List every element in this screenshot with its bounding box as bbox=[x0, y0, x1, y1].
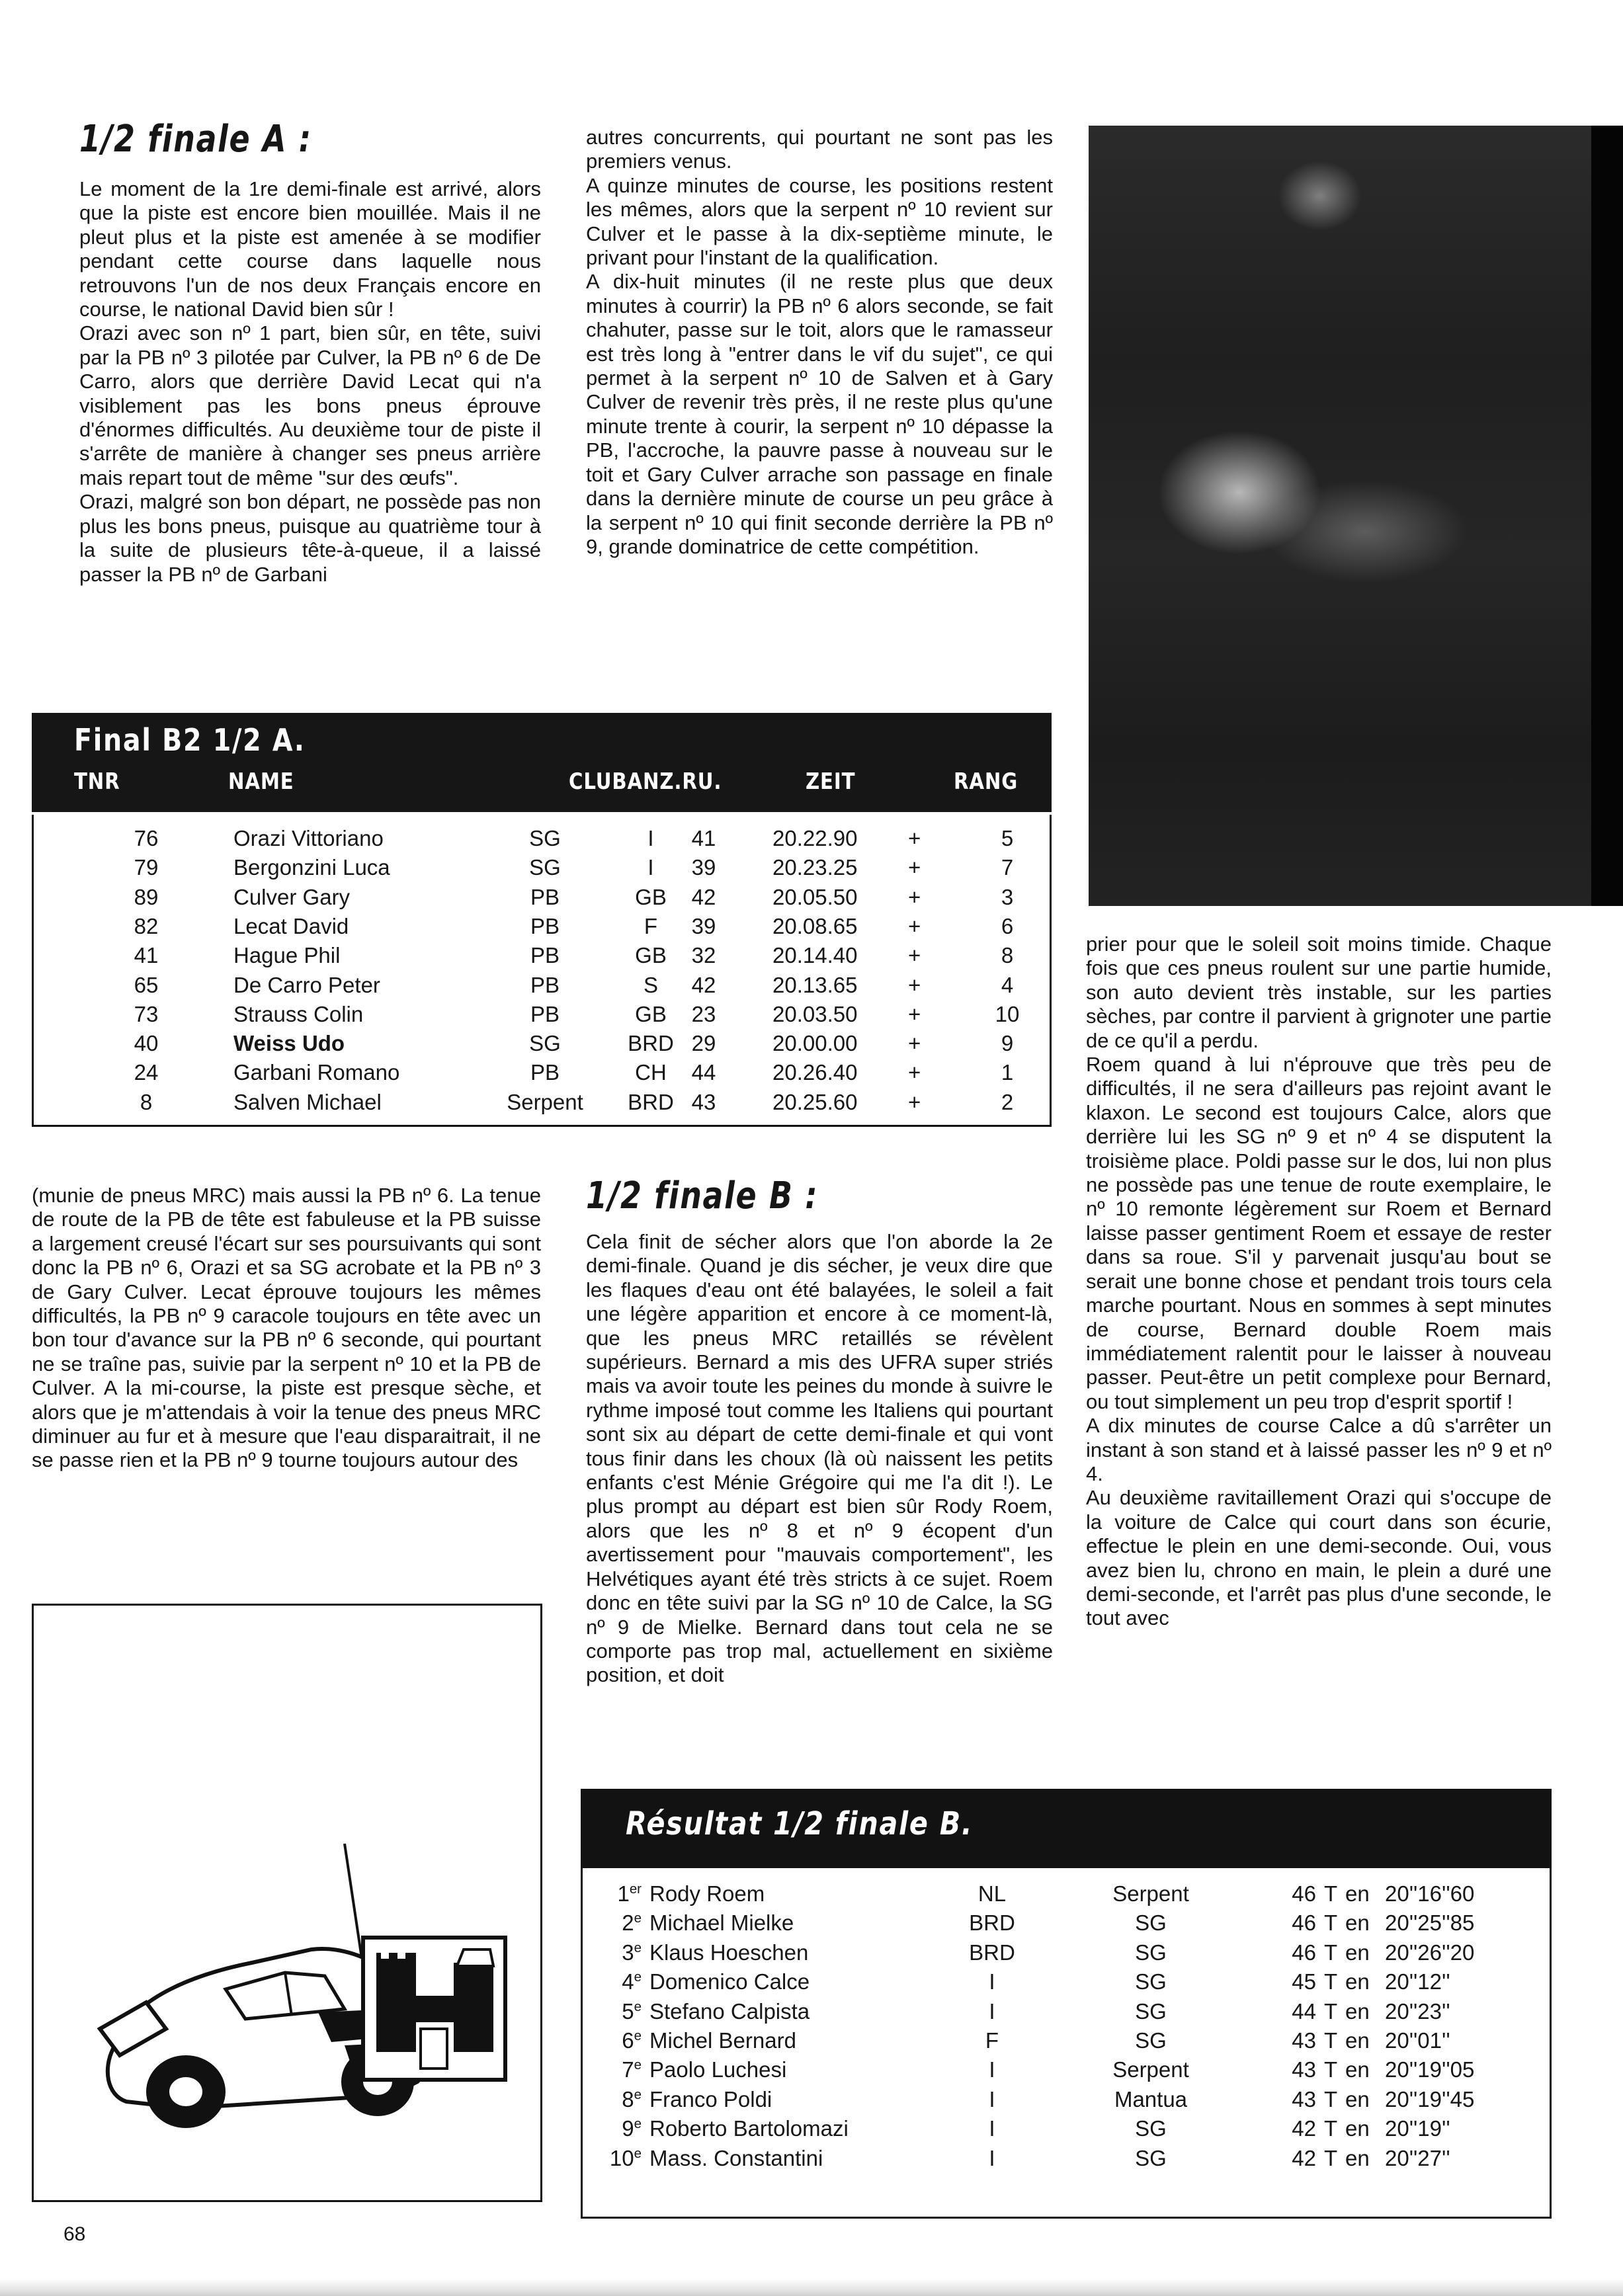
table-a-cell-car: PB bbox=[530, 884, 560, 909]
rank-suffix: e bbox=[634, 1969, 642, 1985]
column-2-section-b bbox=[586, 1230, 1053, 1688]
table-a-title: Final B2 1/2 A. bbox=[74, 722, 306, 758]
table-b-cell-car: SG bbox=[1135, 2116, 1167, 2141]
table-b-cell-en: en bbox=[1345, 1969, 1370, 1994]
table-b-cell-name: Paolo Luchesi bbox=[649, 2057, 787, 2082]
rank-suffix: e bbox=[634, 2086, 642, 2102]
rank-number: 7 bbox=[622, 2057, 634, 2082]
table-b-cell-car: SG bbox=[1135, 1969, 1167, 1994]
table-b-cell-country: NL bbox=[978, 1881, 1007, 1906]
column-1-text bbox=[79, 177, 541, 587]
table-a-cell-time: 20.25.60 bbox=[772, 1089, 858, 1114]
table-a-cell-car: PB bbox=[530, 943, 560, 968]
heading-half-final-b: 1/2 finale B : bbox=[586, 1174, 819, 1217]
table-b-cell-car: Mantua bbox=[1114, 2086, 1188, 2112]
table-b-cell-en: en bbox=[1345, 1881, 1370, 1906]
table-a-cell-plus: + bbox=[908, 1060, 921, 1085]
table-b-cell-country: BRD bbox=[969, 1910, 1015, 1936]
table-b-cell-time: 20''16''60 bbox=[1385, 1881, 1475, 1906]
paragraph: prier pour que le soleil soit moins timide. Chaque fois que ces pneus roulent sur une partie humide, son auto devient très instable, sur les parties sèches, par contre il parvient à grignoter une partie de ce qu'il a perdu. bbox=[1086, 932, 1552, 1052]
table-a-cell-time: 20.00.00 bbox=[772, 1031, 858, 1056]
table-b-rank bbox=[581, 2114, 642, 2143]
table-a-cell-laps: 23 bbox=[691, 1001, 716, 1026]
table-b-cell-name: Michael Mielke bbox=[649, 1910, 794, 1936]
table-a-cell-tnr: 89 bbox=[134, 884, 159, 909]
table-a-cell-country: I bbox=[647, 826, 654, 850]
table-b-cell-laps: 46 bbox=[1292, 1910, 1316, 1936]
rank-suffix: e bbox=[634, 1940, 642, 1955]
table-a-cell-country: I bbox=[647, 855, 654, 880]
paragraph: A dix-huit minutes (il ne reste plus que deux minutes à courrir) la PB nº 6 alors seconde, se fait chahuter, passe sur le toit, alors que le ramasseur est très long à "entrer dans le vif du sujet", ce qui permet à la serpent nº 10 de Salven et à Gary Culver de revenir très près, il ne reste plus qu'une minute trente à courir, la serpent nº 10 dépasse la PB, l'accroche, la pauvre passe à nouveau sur le toit et Gary Culver arrache son passage en finale dans la dernière minute de course un peu grâce à la serpent nº 10 qui finit seconde derrière la PB nº 9, grande dominatrice de cette compétition. bbox=[586, 270, 1053, 558]
rank-number: 1 bbox=[617, 1881, 630, 1906]
column-header-tnr: TNR bbox=[74, 768, 120, 795]
table-a-cell-tnr: 40 bbox=[134, 1031, 159, 1056]
table-a-cell-laps: 39 bbox=[691, 913, 716, 938]
table-a-cell-tnr: 73 bbox=[134, 1001, 159, 1026]
table-b-cell-country: I bbox=[989, 1998, 995, 2024]
table-a-cell-name: Weiss Udo bbox=[233, 1031, 345, 1056]
column-header-rang: RANG bbox=[954, 768, 1019, 795]
table-b-cell-time: 20''27'' bbox=[1385, 2145, 1450, 2170]
table-a-cell-laps: 43 bbox=[691, 1089, 716, 1114]
paragraph: A quinze minutes de course, les positions restent les mêmes, alors que la serpent nº 10 revient sur Culver et le passe à la dix-septième minute, le privant pour l'instant de la qualification. bbox=[586, 173, 1053, 270]
table-b-cell-name: Franco Poldi bbox=[649, 2086, 772, 2112]
table-a-cell-rang: 8 bbox=[1001, 943, 1014, 968]
table-b-cell-name: Stefano Calpista bbox=[649, 1998, 810, 2024]
table-a-cell-tnr: 24 bbox=[134, 1060, 159, 1085]
table-b-title: Résultat 1/2 finale B. bbox=[626, 1805, 974, 1842]
rank-suffix: e bbox=[634, 2057, 642, 2073]
table-b-cell-time: 20''12'' bbox=[1385, 1969, 1450, 1994]
table-a-cell-tnr: 8 bbox=[140, 1089, 153, 1114]
table-b-cell-time: 20''01'' bbox=[1385, 2028, 1450, 2053]
table-b-cell-laps: 42 bbox=[1292, 2116, 1316, 2141]
rank-number: 3 bbox=[622, 1940, 634, 1965]
table-a-cell-laps: 29 bbox=[691, 1031, 716, 1056]
table-b-cell-t: T bbox=[1324, 2116, 1338, 2141]
photo-dark-edge bbox=[1591, 126, 1623, 906]
table-b-cell-car: SG bbox=[1135, 2145, 1167, 2170]
table-a-cell-laps: 42 bbox=[691, 884, 716, 909]
table-a-cell-time: 20.26.40 bbox=[772, 1060, 858, 1085]
table-b-cell-t: T bbox=[1324, 1998, 1338, 2024]
paragraph: Au deuxième ravitaillement Orazi qui s'occupe de la voiture de Calce qui court dans son écurie, effectue le plein en une demi-seconde. Oui, vous avez bien lu, chrono en main, le plein a duré une demi-seconde, et l'arrêt pas plus d'une seconde, le tout avec bbox=[1086, 1486, 1552, 1630]
table-b-cell-time: 20''26''20 bbox=[1385, 1940, 1475, 1965]
table-b-cell-name: Domenico Calce bbox=[649, 1969, 810, 1994]
table-b-cell-time: 20''25''85 bbox=[1385, 1910, 1475, 1936]
table-a-cell-laps: 44 bbox=[691, 1060, 716, 1085]
paragraph: Cela finit de sécher alors que l'on aborde la 2e demi-finale. Quand je dis sécher, je veux dire que les flaques d'eau ont été balayées, le soleil a fait une légère apparition et encore à ce moment-là, que les pneus MRC retaillés se révèlent supérieurs. Bernard a mis des UFRA super striés mais va avoir toute les peines du monde à suivre le rythme imposé tout comme les Italiens qui pourtant sont six au départ de cette demi-finale et qui vont tous finir dans les choux (là où naissent les petits enfants c'est Ménie Grégoire qui me l'a dit !). Le plus prompt au départ est bien sûr Rody Roem, alors que les nº 8 et nº 9 écopent d'un avertissement pour "mauvais comportement", les Helvétiques ayant été très stricts à ce sujet. Roem donc en tête suivi par la SG nº 10 de Calce, la SG nº 9 de Mielke. Bernard dans tout cela ne se comporte pas trop mal, actuellement en sixième position, et doit bbox=[586, 1230, 1053, 1687]
table-a-cell-tnr: 65 bbox=[134, 972, 159, 997]
table-a-cell-rang: 4 bbox=[1001, 972, 1014, 997]
table-a-cell-time: 20.05.50 bbox=[772, 884, 858, 909]
table-a-cell-country: GB bbox=[635, 1001, 667, 1026]
table-a-cell-rang: 10 bbox=[995, 1001, 1020, 1026]
rank-number: 6 bbox=[622, 2028, 634, 2053]
table-a-cell-plus: + bbox=[908, 884, 921, 909]
table-a-cell-time: 20.14.40 bbox=[772, 943, 858, 968]
table-b-cell-en: en bbox=[1345, 1910, 1370, 1936]
race-photograph bbox=[1089, 126, 1591, 906]
page-number: 68 bbox=[63, 2223, 86, 2245]
table-b-cell-car: SG bbox=[1135, 1940, 1167, 1965]
paragraph: Orazi avec son nº 1 part, bien sûr, en tête, suivi par la PB nº 3 pilotée par Culver, la PB nº 6 de De Carro, alors que derrière David Lecat qui n'a visiblement pas les bons pneus éprouve d'énormes difficultés. Au deuxième tour de piste il s'arrête de manière à changer ses pneus arrière mais repart tout de même "sur des œufs". bbox=[79, 321, 541, 489]
table-a-cell-name: Culver Gary bbox=[233, 884, 351, 909]
column-header-zeit: ZEIT bbox=[806, 768, 856, 795]
paragraph: Orazi, malgré son bon départ, ne possède pas non plus les bons pneus, puisque au quatrième tour à la suite de plusieurs tête-à-queue, il a laissé passer la PB nº de Garbani bbox=[79, 490, 541, 586]
table-b-cell-country: BRD bbox=[969, 1940, 1015, 1965]
table-b-rank bbox=[581, 1908, 642, 1938]
column-1-continuation bbox=[32, 1184, 541, 1473]
table-b-cell-en: en bbox=[1345, 2028, 1370, 2053]
table-a-cell-plus: + bbox=[908, 826, 921, 850]
table-b-cell-laps: 46 bbox=[1292, 1940, 1316, 1965]
table-a-cell-rang: 2 bbox=[1001, 1089, 1014, 1114]
table-b-cell-en: en bbox=[1345, 2086, 1370, 2112]
table-b-cell-country: I bbox=[989, 1969, 995, 1994]
table-a-cell-time: 20.08.65 bbox=[772, 913, 858, 938]
table-b-rank bbox=[581, 2055, 642, 2084]
table-b-cell-laps: 43 bbox=[1292, 2028, 1316, 2053]
table-b-cell-en: en bbox=[1345, 2145, 1370, 2170]
table-b-rank bbox=[581, 1997, 642, 2026]
table-b-cell-country: I bbox=[989, 2057, 995, 2082]
rank-number: 10 bbox=[609, 2145, 634, 2170]
table-b-rank bbox=[581, 2144, 642, 2173]
table-a-cell-time: 20.13.65 bbox=[772, 972, 858, 997]
page-bottom-edge bbox=[0, 2279, 1623, 2296]
table-a-cell-car: SG bbox=[529, 1031, 561, 1056]
table-b-cell-t: T bbox=[1324, 2086, 1338, 2112]
table-a-cell-car: Serpent bbox=[507, 1089, 583, 1114]
illustration-box bbox=[32, 1604, 542, 2202]
table-b-cell-t: T bbox=[1324, 2028, 1338, 2053]
table-b-cell-laps: 42 bbox=[1292, 2145, 1316, 2170]
table-a-cell-plus: + bbox=[908, 855, 921, 880]
rank-number: 5 bbox=[622, 1998, 634, 2024]
column-3-text bbox=[1086, 932, 1552, 1631]
table-b-cell-en: en bbox=[1345, 1940, 1370, 1965]
table-b-cell-laps: 45 bbox=[1292, 1969, 1316, 1994]
table-a-cell-plus: + bbox=[908, 943, 921, 968]
table-b-cell-t: T bbox=[1324, 1969, 1338, 1994]
table-b-cell-laps: 44 bbox=[1292, 1998, 1316, 2024]
rank-suffix: e bbox=[634, 2116, 642, 2132]
table-b-cell-name: Michel Bernard bbox=[649, 2028, 796, 2053]
table-a-cell-plus: + bbox=[908, 1089, 921, 1114]
table-b-cell-name: Roberto Bartolomazi bbox=[649, 2116, 849, 2141]
header-divider bbox=[32, 812, 1052, 815]
table-a-cell-country: BRD bbox=[628, 1089, 674, 1114]
table-a-cell-tnr: 82 bbox=[134, 913, 159, 938]
table-a-cell-rang: 5 bbox=[1001, 826, 1014, 850]
table-a-cell-car: PB bbox=[530, 913, 560, 938]
column-2-text bbox=[586, 126, 1053, 559]
table-b-rank bbox=[581, 2085, 642, 2114]
table-a-cell-country: F bbox=[644, 913, 658, 938]
table-a-cell-plus: + bbox=[908, 972, 921, 997]
table-a-cell-rang: 6 bbox=[1001, 913, 1014, 938]
rank-suffix: e bbox=[634, 1910, 642, 1926]
table-b-cell-t: T bbox=[1324, 1940, 1338, 1965]
table-b-rank bbox=[581, 1967, 642, 1996]
table-b-cell-time: 20''23'' bbox=[1385, 1998, 1450, 2024]
table-b-cell-laps: 43 bbox=[1292, 2057, 1316, 2082]
table-a-cell-name: Salven Michael bbox=[233, 1089, 382, 1114]
table-a-cell-rang: 3 bbox=[1001, 884, 1014, 909]
table-a-cell-car: PB bbox=[530, 972, 560, 997]
table-b-cell-laps: 46 bbox=[1292, 1881, 1316, 1906]
table-b-cell-car: SG bbox=[1135, 2028, 1167, 2053]
table-a-cell-time: 20.03.50 bbox=[772, 1001, 858, 1026]
table-b-cell-en: en bbox=[1345, 2057, 1370, 2082]
table-a-cell-name: Bergonzini Luca bbox=[233, 855, 390, 880]
rank-suffix: er bbox=[629, 1881, 642, 1897]
table-b-rank bbox=[581, 1938, 642, 1967]
table-a-cell-tnr: 79 bbox=[134, 855, 159, 880]
table-a-cell-name: Lecat David bbox=[233, 913, 349, 938]
table-a-cell-country: BRD bbox=[628, 1031, 674, 1056]
table-b-cell-name: Klaus Hoeschen bbox=[649, 1940, 809, 1965]
rank-number: 2 bbox=[622, 1910, 634, 1936]
table-b-cell-en: en bbox=[1345, 1998, 1370, 2024]
table-b-cell-name: Mass. Constantini bbox=[649, 2145, 823, 2170]
rank-number: 9 bbox=[622, 2116, 634, 2141]
table-a-cell-car: SG bbox=[529, 855, 561, 880]
table-b-cell-time: 20''19'' bbox=[1385, 2116, 1450, 2141]
rc-car-icon bbox=[34, 1606, 540, 2200]
table-a-cell-name: Hague Phil bbox=[233, 943, 341, 968]
paragraph: A dix minutes de course Calce a dû s'arrêter un instant à son stand et à laissé passer les nº 9 et nº 4. bbox=[1086, 1414, 1552, 1485]
table-b-cell-car: SG bbox=[1135, 1998, 1167, 2024]
rank-suffix: e bbox=[634, 2028, 642, 2043]
table-b-rank bbox=[581, 2026, 642, 2055]
table-a-cell-laps: 39 bbox=[691, 855, 716, 880]
table-b-cell-country: F bbox=[985, 2028, 999, 2053]
table-a-cell-country: GB bbox=[635, 884, 667, 909]
paragraph: autres concurrents, qui pourtant ne sont pas les premiers venus. bbox=[586, 126, 1053, 173]
table-b-cell-t: T bbox=[1324, 2145, 1338, 2170]
table-a-cell-tnr: 41 bbox=[134, 943, 159, 968]
table-a-cell-country: CH bbox=[635, 1060, 667, 1085]
table-b-cell-time: 20''19''05 bbox=[1385, 2057, 1475, 2082]
table-a-cell-name: De Carro Peter bbox=[233, 972, 380, 997]
castle-logo-icon bbox=[363, 1938, 505, 2080]
table-a-cell-tnr: 76 bbox=[134, 826, 159, 850]
table-a-cell-plus: + bbox=[908, 1001, 921, 1026]
table-b-cell-t: T bbox=[1324, 2057, 1338, 2082]
table-b-cell-time: 20''19''45 bbox=[1385, 2086, 1475, 2112]
table-a-cell-name: Strauss Colin bbox=[233, 1001, 364, 1026]
table-b-cell-t: T bbox=[1324, 1910, 1338, 1936]
table-a-body bbox=[32, 824, 1048, 1122]
table-b-cell-car: Serpent bbox=[1112, 2057, 1189, 2082]
rank-number: 8 bbox=[622, 2086, 634, 2112]
table-b-cell-country: I bbox=[989, 2145, 995, 2170]
heading-half-final-a: 1/2 finale A : bbox=[79, 118, 312, 161]
rank-suffix: e bbox=[634, 2145, 642, 2161]
rank-suffix: e bbox=[634, 1998, 642, 2014]
table-a-cell-car: PB bbox=[530, 1001, 560, 1026]
table-a-cell-time: 20.22.90 bbox=[772, 826, 858, 850]
table-a-cell-plus: + bbox=[908, 913, 921, 938]
table-b-cell-laps: 43 bbox=[1292, 2086, 1316, 2112]
column-header-name: NAME bbox=[228, 768, 294, 795]
rank-number: 4 bbox=[622, 1969, 634, 1994]
table-b-cell-t: T bbox=[1324, 1881, 1338, 1906]
table-a-cell-name: Orazi Vittoriano bbox=[233, 826, 384, 850]
paragraph: Le moment de la 1re demi-finale est arrivé, alors que la piste est encore bien mouillée. Mais il ne pleut plus et la piste est amenée à se modifier pendant cette course dans laquelle nous retrouvons l'un de nos deux Français encore en course, le national David bien sûr ! bbox=[79, 177, 541, 321]
table-b-cell-en: en bbox=[1345, 2116, 1370, 2141]
table-a-cell-laps: 42 bbox=[691, 972, 716, 997]
table-b-cell-country: I bbox=[989, 2116, 995, 2141]
paragraph: Roem quand à lui n'éprouve que très peu de difficultés, il ne sera d'ailleurs pas rejoint avant le klaxon. Le second est toujours Calce, alors que derrière lui les SG nº 9 et nº 4 se disputent la troisième place. Poldi passe sur le dos, lui non plus ne possède pas une tenue de route exemplaire, le nº 10 remonte légèrement sur Roem et Bernard laisse passer gentiment Roem et essaye de rester dans sa roue. S'il y parvenait jusqu'au bout se serait une bonne chose et pendant trois tours cela marche pourtant. Nous en sommes à sept minutes de course, Bernard double Roem mais immédiatement ralentit pour le laisser à nouveau passer. Peut-être un petit complexe pour Bernard, ou tout simplement un peu trop d'esprit sportif ! bbox=[1086, 1053, 1552, 1413]
table-a-cell-laps: 32 bbox=[691, 943, 716, 968]
table-b-body bbox=[581, 1879, 1552, 2210]
table-b-cell-car: Serpent bbox=[1112, 1881, 1189, 1906]
table-b-cell-country: I bbox=[989, 2086, 995, 2112]
table-a-cell-country: GB bbox=[635, 943, 667, 968]
table-a-cell-country: S bbox=[643, 972, 658, 997]
table-b-rank bbox=[581, 1879, 642, 1908]
table-a-cell-name: Garbani Romano bbox=[233, 1060, 400, 1085]
table-b-cell-name: Rody Roem bbox=[649, 1881, 765, 1906]
table-a-cell-laps: 41 bbox=[691, 826, 716, 850]
table-a-cell-rang: 7 bbox=[1001, 855, 1014, 880]
table-a-cell-time: 20.23.25 bbox=[772, 855, 858, 880]
table-b-cell-car: SG bbox=[1135, 1910, 1167, 1936]
table-a-cell-car: SG bbox=[529, 826, 561, 850]
table-a-cell-car: PB bbox=[530, 1060, 560, 1085]
table-a-cell-rang: 9 bbox=[1001, 1031, 1014, 1056]
paragraph: (munie de pneus MRC) mais aussi la PB nº 6. La tenue de route de la PB de tête est fabuleuse et la PB suisse a largement creusé l'écart sur ses poursuivants qui sont donc la PB nº 6, Orazi et sa SG acrobate et la PB nº 3 de Gary Culver. Lecat éprouve toujours les mêmes difficultés, la PB nº 9 caracole toujours en tête avec un bon tour d'avance sur la PB nº 6 seconde, qui pourtant ne se traîne pas, suivie par la serpent nº 10 et la PB de Culver. A la mi-course, la piste est presque sèche, et alors que je m'attendais à voir la tenue des pneus MRC diminuer au fur et à mesure que l'eau disparaitrait, il ne se passe rien et la PB nº 9 tourne toujours autour des bbox=[32, 1184, 541, 1472]
table-a-cell-plus: + bbox=[908, 1031, 921, 1056]
column-header-club: CLUBANZ.RU. bbox=[569, 768, 722, 795]
table-a-cell-rang: 1 bbox=[1001, 1060, 1014, 1085]
